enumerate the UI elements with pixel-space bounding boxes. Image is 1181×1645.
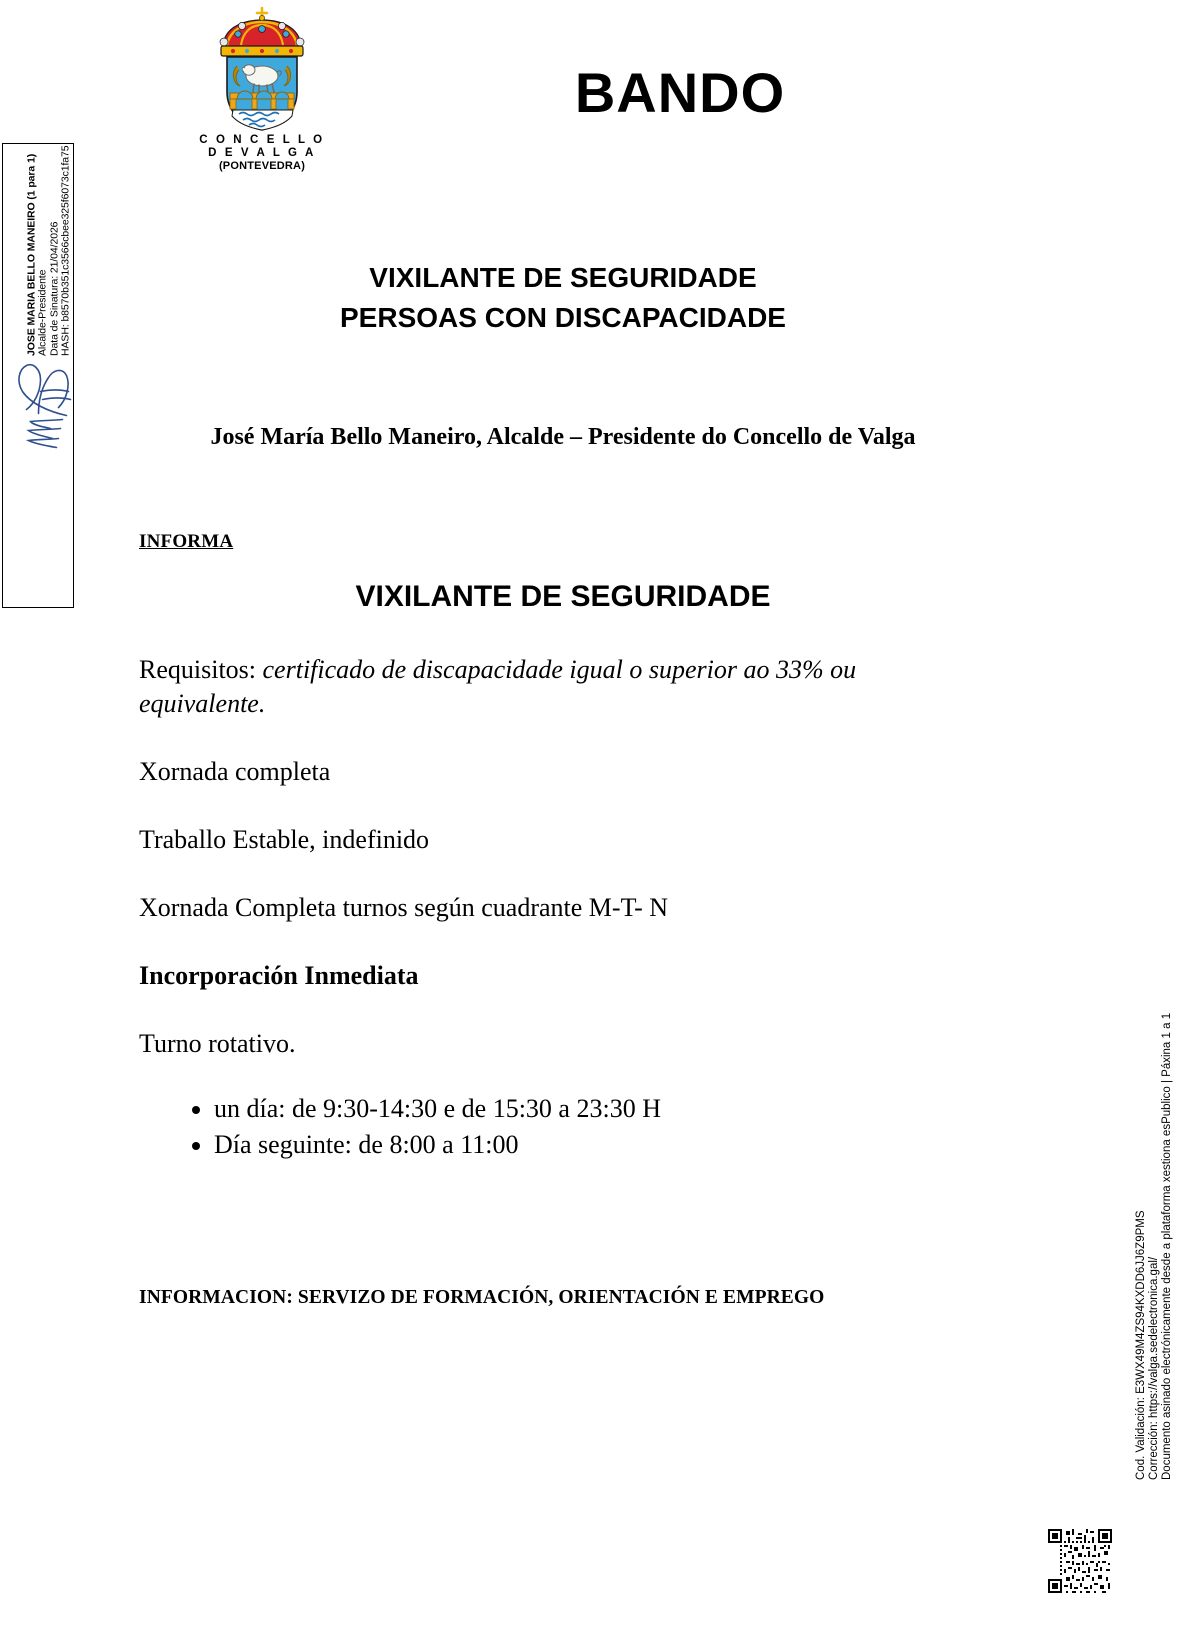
document-subtitle [138,258,988,338]
signature-role: Alcalde-Presidente [36,269,49,356]
crest-caption-line3: (PONTEVEDRA) [218,160,306,172]
signature-strip-rotated-content [3,146,75,611]
turno-rotativo-paragraph: Turno rotativo. [139,1029,296,1058]
validation-code: Cod. Validación: E3WX49M4ZS94KXDD6JJ6Z9PMS [1135,1210,1147,1480]
requisitos-value: certificado de discapacidade igual o superior ao 33% ou equivalente. [139,655,857,718]
crest-caption [176,134,348,173]
document-body [139,653,969,1095]
page-title: BANDO [574,61,786,124]
verification-url: Corrección: https://valga.sedelectronica.gal/ [1148,1256,1160,1480]
subtitle-line-2: PERSOAS CON DISCAPACIDADE [340,302,786,333]
info-footer-line: INFORMACION: SERVIZO DE FORMACIÓN, ORIENTACIÓN E EMPREGO [139,1287,825,1308]
crest-icon [193,4,331,132]
authority-line: José María Bello Maneiro, Alcalde – Presidente do Concello de Valga [210,424,916,450]
handwritten-signature [9,360,75,456]
requisitos-label: Requisitos: [139,655,257,684]
list-item: • Día seguinte: de 8:00 a 11:00 [214,1128,994,1162]
schedule-bullet-list [186,1092,994,1164]
crest-caption-line2: D E V A L G A [208,147,316,159]
signature-hash: HASH: b8570b351c3566cbee325f6073c1fa75 [59,145,72,356]
incorporacion-text: Incorporación Inmediata [139,961,419,990]
traballo-paragraph: Traballo Estable, indefinido [139,825,430,854]
list-item: • un día: de 9:30-14:30 e de 15:30 a 23:30 H [214,1092,994,1126]
signature-date: Data de Sinatura: 21/04/2026 [48,221,61,356]
signature-metadata [26,146,74,356]
coat-of-arms [176,4,348,173]
qr-code[interactable] [1046,1527,1114,1595]
turnos-paragraph: Xornada Completa turnos según cuadrante M-T- N [139,893,669,922]
informa-label: INFORMA [139,531,234,552]
jornada-paragraph: Xornada completa [139,757,331,786]
crest-caption-line1: C O N C E L L O [199,134,325,146]
signature-strip [2,143,74,608]
section-heading: VIXILANTE DE SEGURIDADE [355,580,771,613]
incorporacion-paragraph [139,959,969,993]
subtitle-line-1: VIXILANTE DE SEGURIDADE [369,262,757,293]
requisitos-paragraph [139,653,969,721]
signature-signer-name: JOSE MARIA BELLO MANEIRO (1 para 1) [25,153,38,356]
right-margin-metadata [1135,1012,1181,1480]
electronic-signature-note: Documento asinado electrónicamente desde a plataforma xestiona esPublico | Páxina 1 a 1 [1161,1012,1173,1480]
